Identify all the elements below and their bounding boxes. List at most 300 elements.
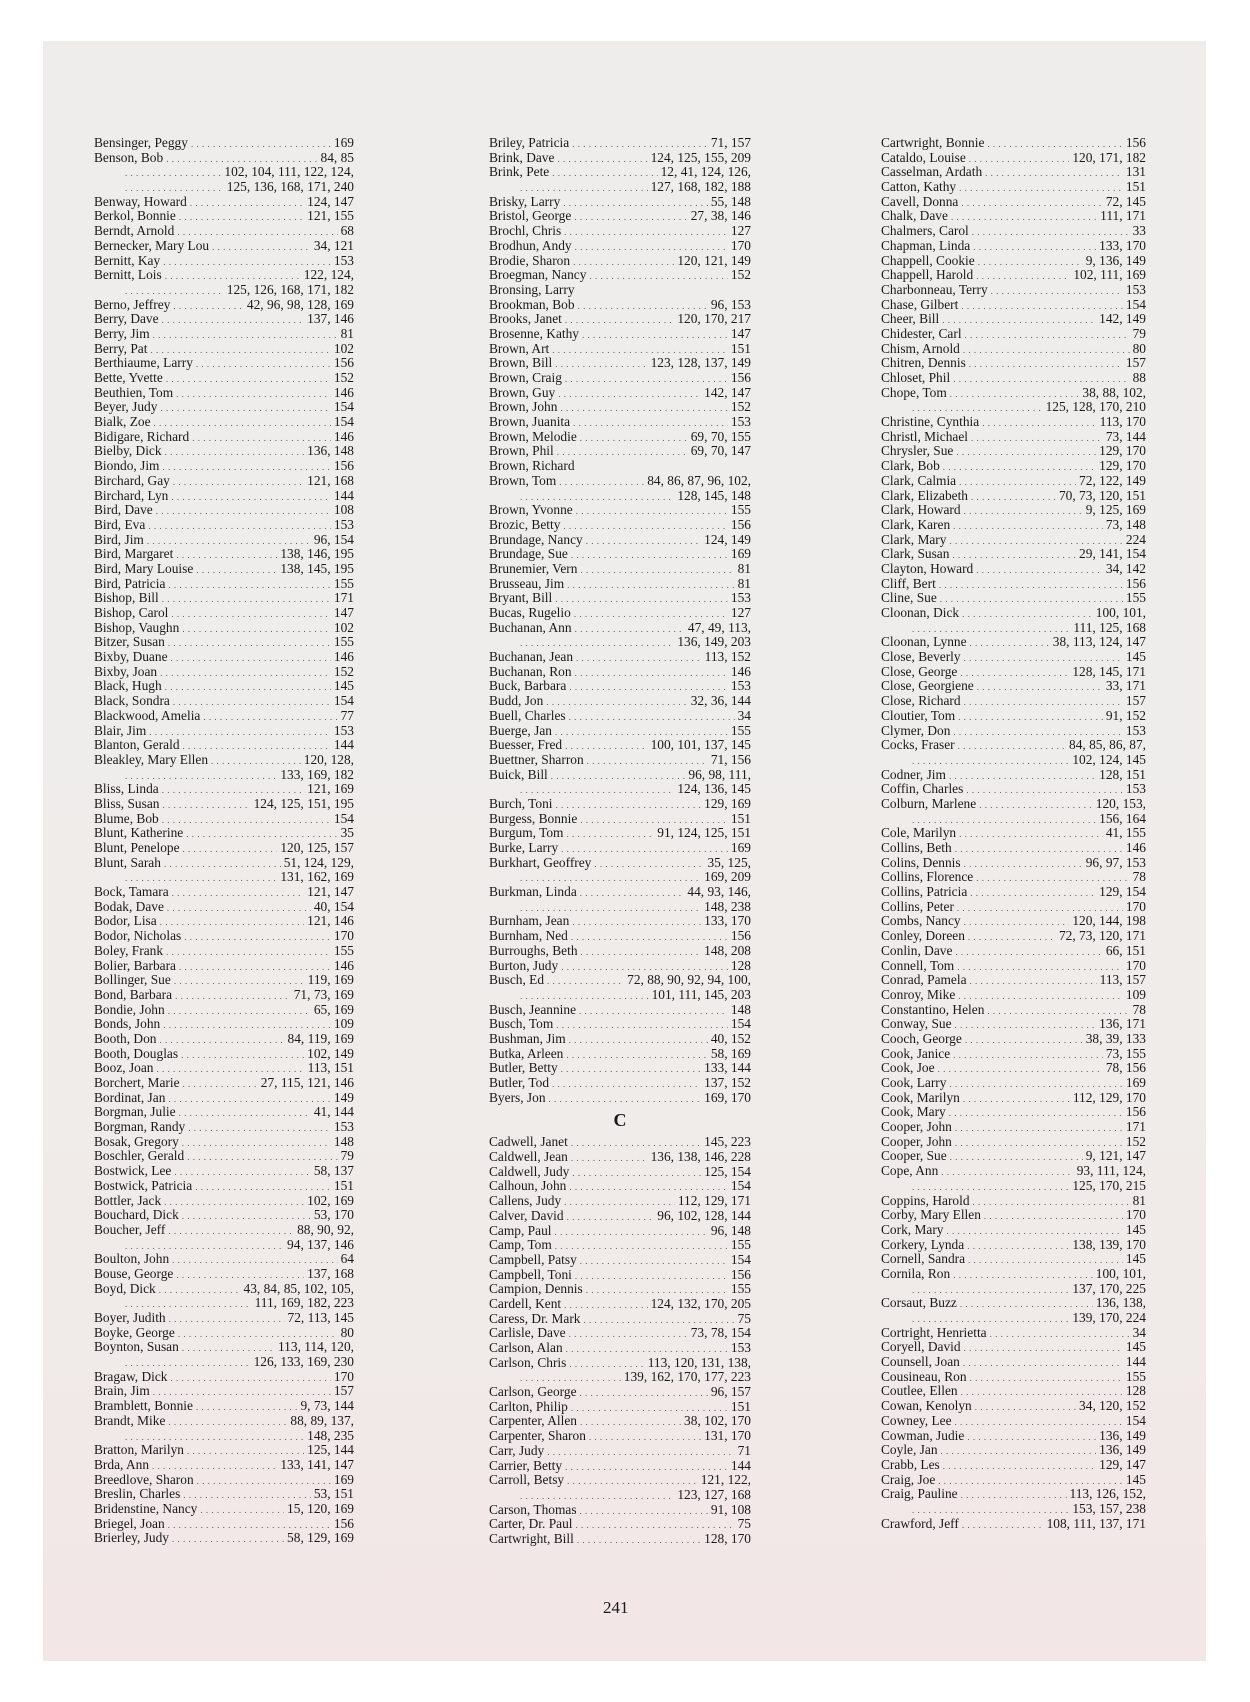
entry-pages: 145, 223 <box>704 1134 751 1150</box>
entry-name: Bouse, George <box>94 1265 174 1281</box>
entry-pages: 111, 125, 168 <box>1073 619 1146 635</box>
dot-leader <box>167 901 311 916</box>
entry-name: Broegman, Nancy <box>489 267 587 283</box>
index-entry <box>881 1208 1146 1223</box>
entry-pages: 124, 125, 155, 209 <box>650 149 751 165</box>
entry-name: Codner, Jim <box>881 766 946 782</box>
entry-name: Chitren, Dennis <box>881 355 966 371</box>
entry-name: Bird, Patricia <box>94 575 166 591</box>
entry-pages: 58, 137 <box>313 1163 354 1179</box>
entry-name: Crabb, Les <box>881 1456 940 1472</box>
dot-leader <box>168 1415 287 1430</box>
dot-leader <box>942 313 1096 328</box>
index-entry-continuation <box>94 283 354 298</box>
entry-name: Burgess, Bonnie <box>489 810 578 826</box>
entry-name: Bialk, Zoe <box>94 414 151 430</box>
dot-leader <box>982 416 1096 431</box>
entry-pages: 79 <box>1132 325 1146 341</box>
entry-name: Bitzer, Susan <box>94 634 165 650</box>
dot-leader <box>171 1371 331 1386</box>
index-entry <box>881 841 1146 856</box>
index-entry <box>489 724 751 739</box>
index-entry <box>489 650 751 665</box>
index-entry <box>94 1135 354 1150</box>
entry-pages: 224 <box>1125 531 1146 547</box>
entry-pages: 145 <box>333 678 354 694</box>
entry-pages: 124, 125, 151, 195 <box>253 795 354 811</box>
entry-pages: 68 <box>340 223 354 239</box>
index-entry <box>881 459 1146 474</box>
entry-pages: 153 <box>730 414 751 430</box>
entry-name: Clark, Susan <box>881 546 950 562</box>
index-entry <box>94 1091 354 1106</box>
index-entry <box>881 1120 1146 1135</box>
index-entry <box>881 1384 1146 1399</box>
index-entry <box>881 1252 1146 1267</box>
entry-pages: 9, 136, 149 <box>1085 252 1146 268</box>
entry-pages: 171 <box>333 590 354 606</box>
index-entry <box>489 577 751 592</box>
entry-pages: 145 <box>1125 1251 1146 1267</box>
entry-pages: 121, 122, <box>700 1472 751 1488</box>
index-entry <box>881 1091 1146 1106</box>
dot-leader <box>582 328 728 343</box>
index-entry <box>489 342 751 357</box>
dot-leader <box>552 1077 701 1092</box>
entry-pages: 148 <box>333 1133 354 1149</box>
index-entry <box>489 356 751 371</box>
entry-pages: 131 <box>1125 164 1146 180</box>
entry-pages: 137, 152 <box>704 1075 751 1090</box>
index-entry <box>94 1003 354 1018</box>
dot-leader <box>958 710 1103 725</box>
index-entry <box>489 1135 751 1150</box>
entry-name: Bock, Tamara <box>94 884 169 900</box>
entry-name: Brodhun, Andy <box>489 237 572 253</box>
dot-leader <box>160 1033 285 1048</box>
entry-pages: 72, 88, 90, 92, 94, 100, <box>627 972 751 988</box>
entry-pages: 69, 70, 147 <box>690 443 751 459</box>
entry-name: Carson, Thomas <box>489 1501 577 1517</box>
entry-name: Berry, Pat <box>94 340 148 356</box>
entry-pages: 156 <box>333 1515 354 1531</box>
entry-pages: 33, 171 <box>1105 678 1146 694</box>
index-entry <box>881 1443 1146 1458</box>
entry-pages: 71, 156 <box>710 751 751 767</box>
entry-pages: 136, 171 <box>1099 1016 1146 1032</box>
index-entry <box>881 944 1146 959</box>
entry-name: Boyer, Judith <box>94 1310 166 1325</box>
entry-name: Borgman, Julie <box>94 1104 176 1120</box>
index-entry-continuation <box>489 489 751 504</box>
entry-pages: 153 <box>1125 722 1146 738</box>
dot-leader <box>565 313 674 328</box>
dot-leader <box>939 578 1123 593</box>
entry-name: Berthiaume, Larry <box>94 355 193 371</box>
dot-leader <box>173 299 244 314</box>
entry-name: Cope, Ann <box>881 1163 939 1179</box>
entry-name: Busch, Tom <box>489 1016 554 1032</box>
index-entry <box>881 1076 1146 1091</box>
entry-pages: 9, 73, 144 <box>300 1398 354 1414</box>
entry-pages: 152 <box>730 399 751 415</box>
entry-name: Boley, Frank <box>94 942 164 958</box>
entry-name: Campbell, Patsy <box>489 1251 577 1267</box>
page-number: 241 <box>603 1598 629 1617</box>
entry-pages: 96, 102, 128, 144 <box>657 1207 751 1223</box>
index-entry <box>489 1356 751 1371</box>
dot-leader <box>563 196 708 211</box>
index-entry <box>489 591 751 606</box>
index-entry <box>489 1414 751 1429</box>
index-column-1 <box>94 136 354 1546</box>
entry-pages: 102, 169 <box>307 1192 354 1208</box>
entry-pages: 155 <box>333 942 354 958</box>
entry-pages: 151 <box>333 1177 354 1193</box>
index-entry <box>94 841 354 856</box>
entry-name: Buck, Barbara <box>489 678 567 694</box>
section-letter-heading: C <box>613 1110 627 1131</box>
index-entry <box>489 518 751 533</box>
dot-leader <box>976 563 1103 578</box>
entry-name: Collins, Beth <box>881 840 952 855</box>
entry-pages: 64 <box>340 1251 354 1267</box>
entry-pages: 148, 238 <box>704 898 751 914</box>
index-entry <box>94 973 354 988</box>
entry-pages: 155 <box>333 575 354 591</box>
index-entry <box>489 254 751 269</box>
entry-pages: 133, 170 <box>1099 237 1146 253</box>
entry-pages: 120, 153, <box>1095 795 1146 811</box>
index-entry-continuation <box>881 400 1146 415</box>
index-entry <box>94 900 354 915</box>
dot-leader <box>580 431 688 446</box>
entry-pages: 35, 125, <box>707 854 751 870</box>
entry-name: Berndt, Arnold <box>94 223 175 239</box>
index-entry <box>489 1326 751 1341</box>
index-entry <box>489 1312 751 1327</box>
index-entry-continuation <box>489 782 751 797</box>
dot-leader <box>184 930 331 945</box>
index-entry <box>94 1282 354 1297</box>
entry-name: Busch, Ed <box>489 972 545 988</box>
dot-leader <box>571 1151 648 1166</box>
entry-pages: 125, 126, 168, 171, 182 <box>226 281 354 297</box>
index-entry <box>489 283 751 298</box>
entry-pages: 153 <box>333 516 354 532</box>
entry-name: Bishop, Carol <box>94 605 169 620</box>
entry-name: Cooper, Sue <box>881 1148 947 1164</box>
entry-name: Buesser, Fred <box>489 737 563 753</box>
entry-pages: 15, 120, 169 <box>287 1500 354 1516</box>
dot-leader <box>949 1106 1123 1121</box>
entry-pages: 129, 170 <box>1099 443 1146 459</box>
index-entry <box>489 562 751 577</box>
entry-pages: 136, 138, <box>1095 1295 1146 1311</box>
entry-pages: 51, 124, 129, <box>283 854 354 870</box>
entry-name: Clark, Karen <box>881 516 951 532</box>
entry-pages: 148, 235 <box>307 1427 354 1443</box>
index-entry <box>94 944 354 959</box>
entry-name: Burke, Larry <box>489 840 559 855</box>
entry-name: Brundage, Sue <box>489 546 568 562</box>
entry-pages: 91, 108 <box>710 1501 751 1517</box>
entry-name: Berry, Jim <box>94 325 150 341</box>
dot-leader <box>978 255 1083 270</box>
entry-pages: 29, 141, 154 <box>1079 546 1146 562</box>
entry-name: Chalk, Dave <box>881 208 948 224</box>
index-entry <box>881 973 1146 988</box>
index-entry <box>94 1164 354 1179</box>
entry-pages: 101, 111, 145, 203 <box>651 986 751 1002</box>
index-entry <box>881 1238 1146 1253</box>
entry-name: Colins, Dennis <box>881 854 961 870</box>
dot-leader <box>964 695 1123 710</box>
index-entry <box>94 1223 354 1238</box>
index-entry <box>489 973 751 988</box>
index-entry <box>489 151 751 166</box>
index-entry-continuation <box>489 180 751 195</box>
entry-name: Cloonan, Dick <box>881 605 960 620</box>
entry-name: Coutlee, Ellen <box>881 1383 958 1399</box>
dot-leader <box>176 387 331 402</box>
dot-leader <box>160 666 331 681</box>
dot-leader <box>166 945 331 960</box>
entry-pages: 81 <box>737 560 751 576</box>
index-entry <box>94 503 354 518</box>
index-entry <box>94 209 354 224</box>
dot-leader <box>961 1488 1067 1503</box>
index-entry <box>94 709 354 724</box>
entry-name: Cartwright, Bill <box>489 1530 574 1546</box>
entry-pages: 146 <box>333 957 354 973</box>
entry-pages: 169, 170 <box>704 1089 751 1105</box>
entry-name: Cook, Marilyn <box>881 1089 960 1105</box>
entry-name: Carlisle, Dave <box>489 1325 566 1341</box>
entry-name: Close, Beverly <box>881 649 961 665</box>
index-entry-continuation <box>489 870 751 885</box>
entry-pages: 155 <box>1125 1368 1146 1384</box>
entry-name: Cloonan, Lynne <box>881 634 967 650</box>
index-entry <box>94 577 354 592</box>
entry-name: Cocks, Fraser <box>881 737 955 753</box>
index-entry <box>489 753 751 768</box>
entry-pages: 102, 104, 111, 122, 124, <box>224 164 354 180</box>
dot-leader <box>575 622 685 637</box>
dot-leader <box>166 372 331 387</box>
index-column-2 <box>489 136 751 1547</box>
index-entry <box>489 1473 751 1488</box>
entry-name: Bodor, Nicholas <box>94 928 182 944</box>
entry-pages: 156 <box>1125 575 1146 591</box>
index-entry <box>489 1385 751 1400</box>
dot-leader <box>963 1092 1070 1107</box>
entry-pages: 146 <box>730 663 751 679</box>
index-entry <box>489 709 751 724</box>
dot-leader <box>182 1209 311 1224</box>
entry-name: Breslin, Charles <box>94 1486 181 1502</box>
entry-name: Crawford, Jeff <box>881 1515 959 1531</box>
entry-name: Bonds, John <box>94 1016 161 1032</box>
index-entry <box>881 254 1146 269</box>
index-entry <box>94 1032 354 1047</box>
dot-leader <box>159 1283 241 1298</box>
entry-name: Cavell, Donna <box>881 193 959 209</box>
entry-pages: 129, 147 <box>1099 1456 1146 1472</box>
entry-name: Craig, Pauline <box>881 1486 958 1502</box>
index-entry <box>94 1105 354 1120</box>
index-entry <box>881 1296 1146 1311</box>
dot-leader <box>965 328 1130 343</box>
index-entry <box>489 1165 751 1180</box>
dot-leader <box>955 945 1102 960</box>
entry-pages: 142, 149 <box>1099 311 1146 327</box>
index-entry <box>881 988 1146 1003</box>
entry-pages: 144 <box>333 487 354 503</box>
dot-leader <box>941 1444 1097 1459</box>
dot-leader <box>174 1165 310 1180</box>
entry-name: Combs, Nancy <box>881 913 961 929</box>
index-entry-continuation <box>489 900 751 915</box>
entry-name: Birchard, Gay <box>94 472 170 488</box>
entry-name: Buchanan, Ron <box>489 663 572 679</box>
index-entry <box>94 1252 354 1267</box>
dot-leader <box>196 357 331 372</box>
entry-name: Bliss, Susan <box>94 795 160 811</box>
index-entry <box>94 136 354 151</box>
entry-name: Brisky, Larry <box>489 193 561 209</box>
dot-leader <box>168 1092 331 1107</box>
dot-leader <box>183 1077 258 1092</box>
entry-pages: 88, 89, 137, <box>290 1412 354 1428</box>
entry-pages: 170 <box>333 928 354 944</box>
index-entry <box>489 1032 751 1047</box>
index-entry <box>881 1047 1146 1062</box>
index-entry <box>94 1502 354 1517</box>
entry-name: Cadwell, Janet <box>489 1134 568 1150</box>
entry-pages: 169 <box>333 135 354 150</box>
dot-leader <box>964 915 1070 930</box>
index-entry <box>94 1076 354 1091</box>
entry-pages: 94, 137, 146 <box>287 1236 354 1252</box>
entry-pages: 170 <box>333 1368 354 1384</box>
index-entry <box>94 298 354 313</box>
dot-leader <box>556 1018 728 1033</box>
dot-leader <box>558 387 701 402</box>
index-entry <box>489 224 751 239</box>
entry-pages: 148, 208 <box>704 942 751 958</box>
index-entry <box>94 1458 354 1473</box>
index-entry <box>881 489 1146 504</box>
index-entry <box>881 665 1146 680</box>
entry-name: Bryant, Bill <box>489 590 553 606</box>
entry-name: Butka, Arleen <box>489 1045 564 1061</box>
index-entry <box>881 503 1146 518</box>
entry-name: Chrysler, Sue <box>881 443 954 459</box>
entry-pages: 151 <box>730 1398 751 1414</box>
index-entry <box>489 1003 751 1018</box>
dot-leader <box>990 1327 1130 1342</box>
dot-leader <box>970 974 1097 989</box>
entry-pages: 152 <box>333 370 354 385</box>
index-entry <box>94 1179 354 1194</box>
entry-pages: 124, 132, 170, 205 <box>650 1295 751 1311</box>
entry-pages: 91, 152 <box>1105 707 1146 723</box>
entry-name: Burnham, Ned <box>489 928 568 944</box>
entry-pages: 96, 148 <box>710 1222 751 1238</box>
entry-name: Bixby, Joan <box>94 663 158 679</box>
index-entry <box>489 415 751 430</box>
entry-pages: 121, 168 <box>307 472 354 488</box>
entry-name: Close, George <box>881 663 958 679</box>
entry-name: Bernecker, Mary Lou <box>94 237 210 253</box>
entry-pages: 40, 152 <box>710 1030 751 1046</box>
entry-name: Cornell, Sandra <box>881 1251 966 1267</box>
entry-pages: 137, 170, 225 <box>1072 1280 1146 1296</box>
entry-pages: 157 <box>1125 693 1146 709</box>
entry-pages: 155 <box>730 1281 751 1297</box>
entry-name: Bixby, Duane <box>94 649 168 665</box>
entry-pages: 108, 111, 137, 171 <box>1046 1515 1146 1531</box>
entry-pages: 72, 145 <box>1105 193 1146 209</box>
index-entry <box>489 1268 751 1283</box>
entry-name: Breedlove, Sharon <box>94 1471 194 1487</box>
entry-pages: 34, 142 <box>1105 560 1146 576</box>
entry-pages: 171 <box>1125 1119 1146 1135</box>
entry-pages: 149 <box>333 1089 354 1105</box>
index-entry <box>489 195 751 210</box>
dot-leader <box>575 1269 728 1284</box>
index-entry <box>881 430 1146 445</box>
entry-name: Connell, Tom <box>881 957 955 973</box>
dot-leader <box>959 181 1123 196</box>
dot-leader <box>567 1210 655 1225</box>
entry-pages: 151 <box>730 340 751 356</box>
dot-leader <box>162 460 330 475</box>
index-entry-continuation <box>94 768 354 783</box>
index-entry <box>881 900 1146 915</box>
dot-leader <box>179 210 304 225</box>
dot-leader <box>979 798 1093 813</box>
dot-leader <box>962 1518 1044 1533</box>
index-entry <box>489 1503 751 1518</box>
index-entry <box>489 1253 751 1268</box>
entry-name: Catton, Kathy <box>881 179 957 195</box>
entry-name: Carpenter, Allen <box>489 1413 577 1429</box>
entry-name: Black, Hugh <box>94 678 162 694</box>
entry-name: Beyer, Judy <box>94 399 158 415</box>
index-entry <box>94 1487 354 1502</box>
entry-pages: 84, 85 <box>320 149 354 165</box>
dot-leader <box>943 1459 1096 1474</box>
entry-pages: 156 <box>730 516 751 532</box>
index-entry-continuation <box>881 1502 1146 1517</box>
index-entry <box>489 856 751 871</box>
entry-pages: 102 <box>333 619 354 635</box>
index-entry <box>881 1164 1146 1179</box>
entry-name: Bostwick, Lee <box>94 1163 172 1179</box>
entry-pages: 73, 144 <box>1105 428 1146 444</box>
dot-leader <box>586 534 701 549</box>
entry-pages: 93, 111, 124, <box>1076 1163 1146 1179</box>
entry-pages: 34, 120, 152 <box>1079 1398 1146 1414</box>
entry-pages: 27, 115, 121, 146 <box>260 1075 354 1090</box>
index-entry <box>94 959 354 974</box>
dot-leader <box>958 739 1066 754</box>
entry-name: Brochl, Chris <box>489 223 562 239</box>
index-entry <box>489 1047 751 1062</box>
entry-name: Cornila, Ron <box>881 1265 951 1281</box>
